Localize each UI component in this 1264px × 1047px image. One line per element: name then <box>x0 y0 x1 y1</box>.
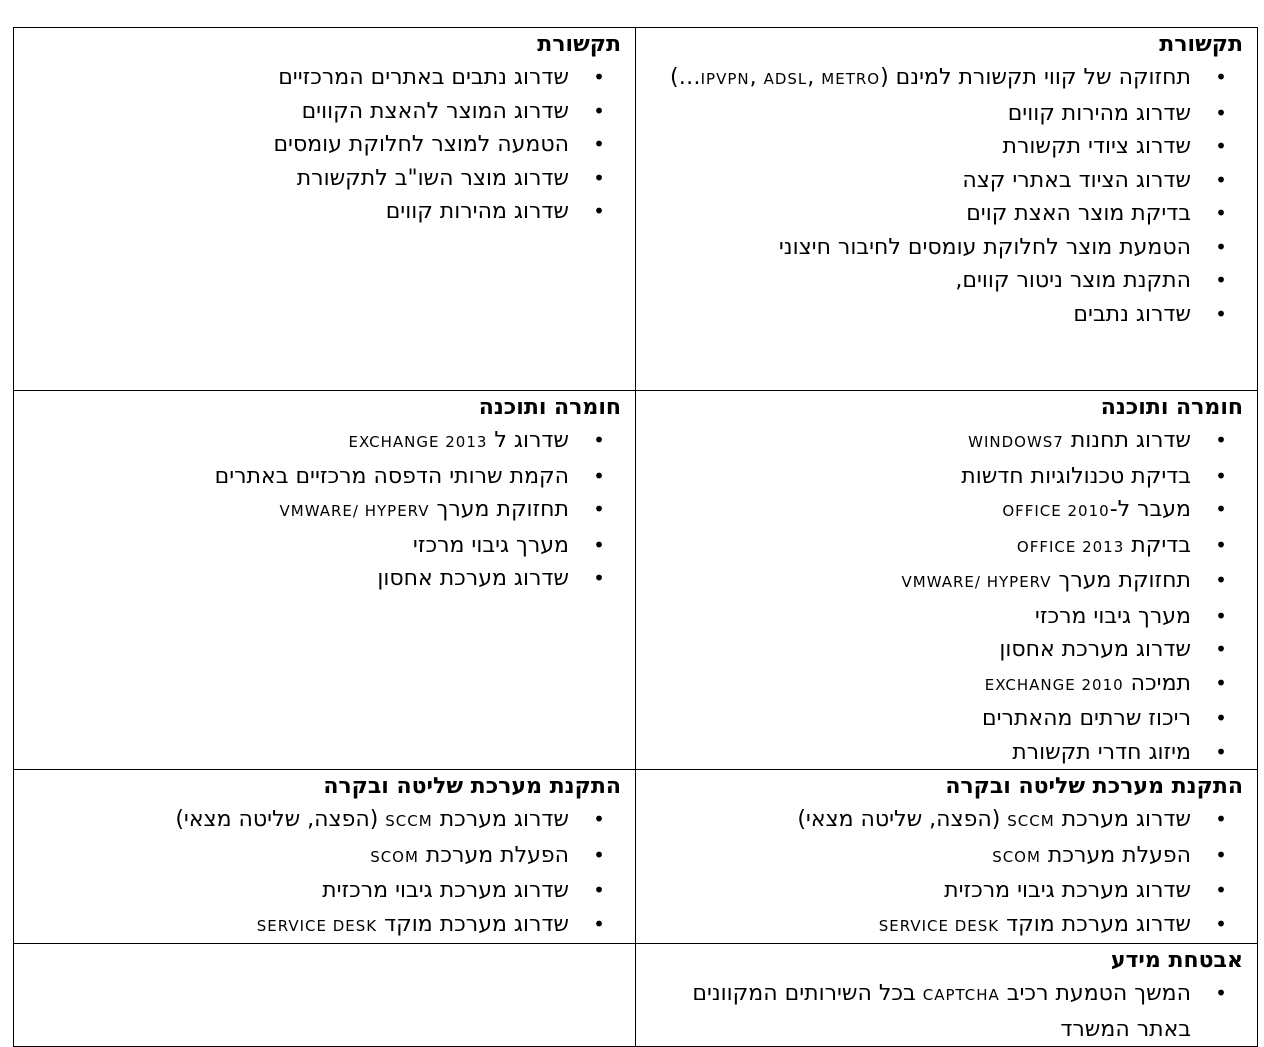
list-item <box>20 195 621 229</box>
bullet-icon: • <box>593 807 605 831</box>
list-item-text: שדרוג מערכת SCCM (הפצה, שליטה מצאי) <box>797 807 1191 832</box>
bullet-icon: • <box>593 428 605 452</box>
bullet-icon: • <box>1215 603 1227 628</box>
bullet-list <box>642 424 1243 769</box>
list-item-text: הטמעה למוצר לחלוקת עומסים <box>273 132 569 157</box>
bullet-icon: • <box>1215 100 1227 125</box>
bullet-icon: • <box>1215 706 1227 730</box>
list-item <box>642 667 1243 703</box>
list-item <box>20 839 621 875</box>
list-item <box>20 803 621 839</box>
list-item-text: הפעלת מערכת SCOM <box>370 842 569 868</box>
list-item <box>20 424 621 460</box>
section-title: התקנת מערכת שליטה ובקרה <box>945 774 1243 799</box>
list-item <box>642 977 1243 1046</box>
bullet-icon: • <box>593 199 605 223</box>
list-item-text: שדרוג נתבים <box>1073 301 1191 327</box>
table-cell-right <box>636 28 1258 391</box>
table-cell-left <box>14 770 636 944</box>
list-item-text: מערך גיבוי מרכזי <box>412 532 569 558</box>
list-item <box>20 562 621 596</box>
list-item-text: שדרוג מהירות קווים <box>385 199 569 224</box>
list-item-text: תחזוקה של קווי תקשורת למינם (IPVPN, ADSL, METRO…) <box>670 65 1191 90</box>
bullet-icon: • <box>1215 234 1227 259</box>
list-item <box>642 264 1243 298</box>
bullet-icon: • <box>1215 807 1227 831</box>
list-item-text: שדרוג מערכת אחסון <box>377 566 569 591</box>
list-item <box>642 231 1243 265</box>
bullet-list <box>20 61 621 229</box>
list-item <box>642 702 1243 736</box>
bullet-icon: • <box>1215 167 1227 192</box>
bullet-icon: • <box>1215 637 1227 661</box>
list-item <box>642 633 1243 667</box>
list-item <box>20 493 621 529</box>
list-item-text: מערך גיבוי מרכזי <box>1034 603 1191 629</box>
bullet-icon: • <box>1215 532 1227 557</box>
list-item-text: שדרוג ציודי תקשורת <box>1002 134 1191 159</box>
table-cell-left <box>14 944 636 1047</box>
list-item <box>642 424 1243 460</box>
list-item-text: תחזוקת מערך VMWARE/ HYPERV <box>901 568 1191 593</box>
list-item <box>642 164 1243 198</box>
list-item <box>642 529 1243 565</box>
list-item-text: תחזוקת מערך VMWARE/ HYPERV <box>279 497 569 522</box>
bullet-icon: • <box>593 65 605 89</box>
bullet-icon: • <box>1215 878 1227 902</box>
bullet-icon: • <box>593 532 605 557</box>
list-item-text: שדרוג הציוד באתרי קצה <box>962 167 1191 193</box>
list-item-text: שדרוג המוצר להאצת הקווים <box>301 98 569 124</box>
list-item <box>20 128 621 162</box>
bullet-icon: • <box>1215 842 1227 867</box>
list-item <box>20 61 621 95</box>
list-item-text: שדרוג ל EXCHANGE 2013 <box>348 428 569 453</box>
list-item <box>642 298 1243 332</box>
table-cell-right <box>636 770 1258 944</box>
bullet-icon: • <box>593 878 605 902</box>
bullet-icon: • <box>1215 497 1227 521</box>
list-item-text: הפעלת מערכת SCOM <box>992 842 1191 868</box>
table-cell-right <box>636 391 1258 770</box>
section-title: תקשורת <box>1159 32 1243 57</box>
bullet-list <box>642 803 1243 943</box>
list-item-text: הטמעת מוצר לחלוקת עומסים לחיבור חיצוני <box>778 234 1191 260</box>
list-item <box>20 460 621 494</box>
list-item <box>642 736 1243 770</box>
list-item-text: שדרוג מערכת גיבוי מרכזית <box>322 878 569 903</box>
bullet-list <box>20 803 621 943</box>
list-item <box>642 97 1243 131</box>
bullet-list <box>642 61 1243 331</box>
bullet-icon: • <box>1215 428 1227 452</box>
bullet-icon: • <box>593 566 605 590</box>
list-item-text: שדרוג מערכת SCCM (הפצה, שליטה מצאי) <box>175 807 569 832</box>
list-item <box>642 130 1243 164</box>
list-item <box>642 803 1243 839</box>
section-title: התקנת מערכת שליטה ובקרה <box>323 774 621 799</box>
list-item-text: שדרוג נתבים באתרים המרכזיים <box>278 65 569 90</box>
list-item-text: הקמת שרותי הדפסה מרכזיים באתרים <box>214 463 569 489</box>
bullet-icon: • <box>1215 134 1227 158</box>
list-item <box>20 874 621 908</box>
list-item-text: תמיכה EXCHANGE 2010 <box>984 670 1191 696</box>
list-item <box>642 839 1243 875</box>
work-plan-table <box>13 27 1258 1047</box>
list-item <box>642 908 1243 944</box>
bullet-list <box>642 977 1243 1046</box>
list-item-text: שדרוג מוצר השו"ב לתקשורת <box>296 165 569 191</box>
table-row <box>14 28 1258 391</box>
list-item-text: המשך הטמעת רכיב CAPTCHA בכל השירותים המקוונים באתר המשרד <box>692 981 1191 1042</box>
list-item-text: שדרוג מערכת מוקד SERVICE DESK <box>878 911 1191 937</box>
bullet-icon: • <box>593 842 605 867</box>
list-item <box>20 95 621 129</box>
bullet-icon: • <box>1215 739 1227 764</box>
bullet-icon: • <box>1215 981 1227 1005</box>
list-item <box>20 529 621 563</box>
section-title: חומרה ותוכנה <box>1100 395 1243 420</box>
bullet-icon: • <box>593 132 605 156</box>
bullet-icon: • <box>1215 568 1227 592</box>
list-item-text: שדרוג מערכת גיבוי מרכזית <box>944 878 1191 903</box>
list-item-text: התקנת מוצר ניטור קווים, <box>955 268 1191 293</box>
table-row <box>14 944 1258 1047</box>
bullet-icon: • <box>593 165 605 190</box>
list-item <box>642 600 1243 634</box>
table-cell-right <box>636 944 1258 1047</box>
list-item <box>642 493 1243 529</box>
table-cell-left <box>14 28 636 391</box>
list-item-text: שדרוג מערכת אחסון <box>999 637 1191 662</box>
bullet-icon: • <box>593 98 605 123</box>
list-item <box>20 162 621 196</box>
bullet-icon: • <box>593 911 605 936</box>
section-title: חומרה ותוכנה <box>478 395 621 420</box>
list-item <box>642 564 1243 600</box>
bullet-icon: • <box>1215 201 1227 225</box>
bullet-icon: • <box>593 497 605 521</box>
bullet-icon: • <box>1215 301 1227 326</box>
list-item <box>642 460 1243 494</box>
table-cell-left <box>14 391 636 770</box>
list-item-text: שדרוג מהירות קווים <box>1007 100 1191 126</box>
section-title: תקשורת <box>537 32 621 57</box>
list-item <box>642 197 1243 231</box>
bullet-icon: • <box>1215 463 1227 488</box>
bullet-icon: • <box>1215 670 1227 695</box>
list-item-text: בדיקת OFFICE 2013 <box>1016 532 1191 558</box>
list-item-text: שדרוג תחנות WINDOWS7 <box>968 428 1191 453</box>
list-item-text: ריכוז שרתים מהאתרים <box>982 706 1191 731</box>
list-item-text: בדיקת מוצר האצת קוים <box>966 201 1191 226</box>
bullet-icon: • <box>1215 65 1227 89</box>
bullet-list <box>20 424 621 596</box>
bullet-icon: • <box>1215 911 1227 936</box>
list-item-text: שדרוג מערכת מוקד SERVICE DESK <box>256 911 569 937</box>
section-title: אבטחת מידע <box>1110 948 1243 973</box>
table-row <box>14 770 1258 944</box>
list-item <box>642 61 1243 97</box>
bullet-icon: • <box>593 463 605 488</box>
table-row <box>14 391 1258 770</box>
bullet-icon: • <box>1215 268 1227 292</box>
list-item <box>20 908 621 944</box>
list-item-text: מיזוג חדרי תקשורת <box>1012 739 1191 765</box>
list-item-text: מעבר ל-OFFICE 2010 <box>1002 497 1191 522</box>
list-item-text: בדיקת טכנולוגיות חדשות <box>961 463 1191 489</box>
list-item <box>642 874 1243 908</box>
